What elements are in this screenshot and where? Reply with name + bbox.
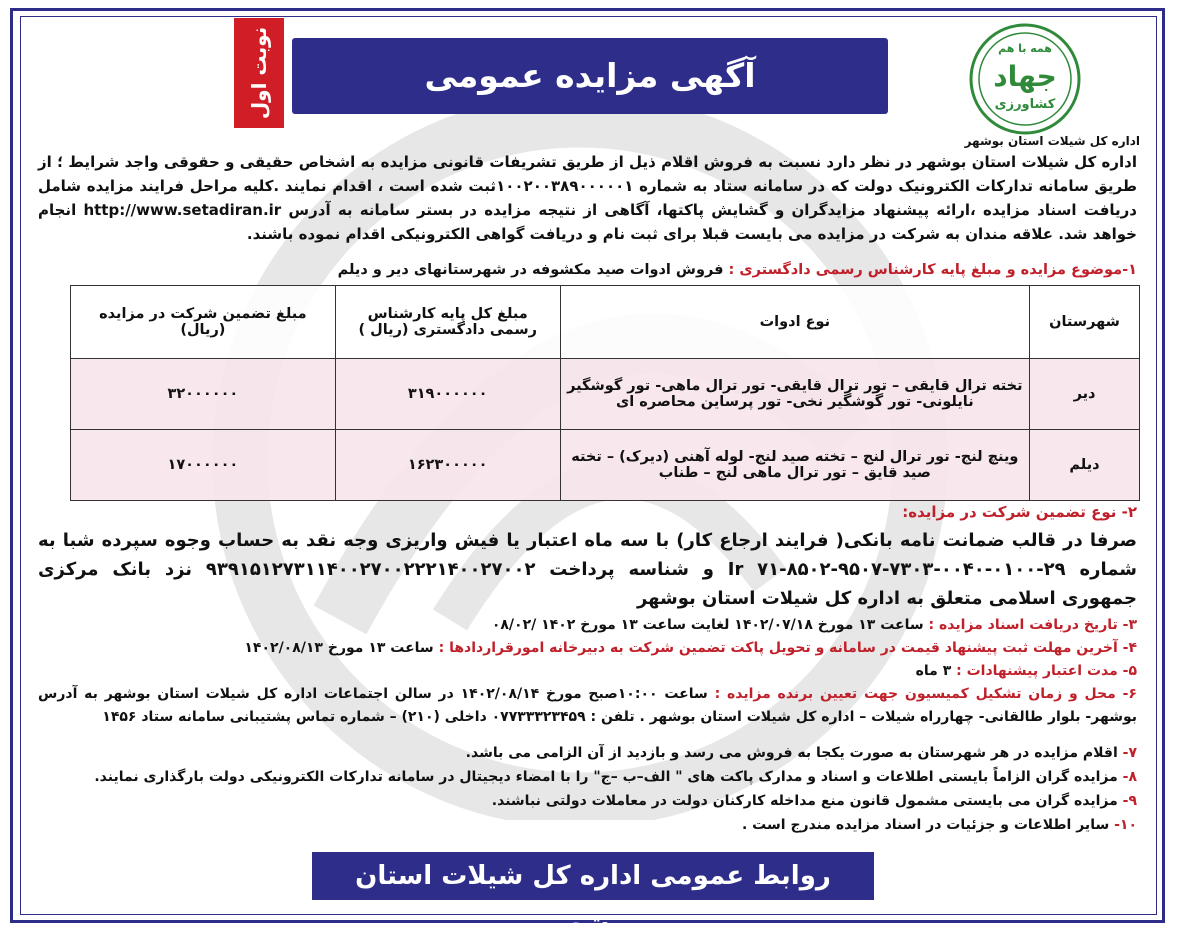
item-text: ساعت ۱۳ مورخ ۱۴۰۲/۰۸/۱۳ [244, 640, 434, 656]
item-sale-terms [38, 742, 1137, 765]
subject-text: فروش ادوات صید مکشوفه در شهرستانهای دیر و دیلم [337, 262, 724, 278]
auction-table [70, 285, 1140, 501]
org-name: اداره کل شیلات استان بوشهر [964, 134, 1140, 148]
table-row [71, 430, 1140, 501]
item-label: ۵- مدت اعتبار پیشنهادات : [956, 663, 1137, 679]
logo-sub-text: کشاورزی [994, 97, 1056, 112]
footer-banner: روابط عمومی اداره کل شیلات استان بوشهر [312, 852, 874, 900]
item-label: ۸- [1122, 769, 1137, 785]
item-text: ۳ ماه [915, 663, 952, 679]
header-base-price: مبلغ کل پایه کارشناس رسمی دادگستری (ریال ) [335, 286, 560, 359]
logo-top-text: همه با هم [998, 42, 1052, 55]
item-text: مزایده گران می بایستی مشمول قانون منع مداخله کارکنان دولت در معاملات دولتی نباشند. [491, 793, 1118, 809]
guarantee-type-body: صرفا در قالب ضمانت نامه بانکی( فرایند ارجاع کار) با سه ماه اعتبار یا فیش واریزی وجه نقد به حساب وجوه سپرده شبا به شماره Ir ۷۱-۸۵۰۲-۹۵۰۷-۷۳۰۳-۰۰۴۰-۰۱۰۰-۲۹ و شناسه پرداخت ۹۳۹۱۵۱۲۷۳۱۱۴۰۰۲۷۰۰۲۲۲۱۴۰۰۲۷۰۰۲ نزد بانک مرکزی جمهوری اسلامی متعلق به اداره کل شیلات استان بوشهر [38, 530, 1137, 609]
cell-base-price: ۱۶۲۳۰۰۰۰۰ [335, 430, 560, 501]
table-row [71, 359, 1140, 430]
cell-guarantee: ۳۲۰۰۰۰۰۰ [71, 359, 336, 430]
badge-label: نوبت اول [247, 26, 271, 120]
logo-main-text: جهاد [993, 60, 1057, 93]
item-text: ساعت ۱۳ مورخ ۱۴۰۲/۰۷/۱۸ لغایت ساعت ۱۳ مورخ ۱۴۰۲ /۰۸/۰۲ [491, 617, 924, 633]
item-label: ۶- محل و زمان تشکیل کمیسیون جهت تعیین برنده مزایده : [714, 686, 1137, 702]
item-text: ساعت ۱۰:۰۰صبح مورخ ۱۴۰۲/۰۸/۱۴ در سالن اجتماعات اداره کل شیلات استان بوشهر به آدرس بوشهر- بلوار طالقانی- چهارراه شیلات – اداره کل شیلات استان بوشهر . تلفن : ۰۷۷۳۳۳۲۳۴۵۹ داخلی (۲۱۰) – شماره تماس پشتیبانی سامانه ستاد ۱۴۵۶ [38, 686, 1137, 725]
item-label: ۹- [1122, 793, 1137, 809]
header-guarantee: مبلغ تضمین شرکت در مزایده (ریال) [71, 286, 336, 359]
cell-city: دیلم [1030, 430, 1140, 501]
jahad-keshavarzi-logo [968, 22, 1082, 136]
subject-label: ۱-موضوع مزایده و مبلغ پایه کارشناس رسمی دادگستری : [728, 262, 1137, 278]
intro-paragraph: اداره کل شیلات استان بوشهر در نظر دارد نسبت به فروش اقلام ذیل از طریق تشریفات قانونی مزایده به اشخاص حقیقی و حقوقی واجد شرایط ؛ از طریق سامانه تدارکات الکترونیک دولت که در سامانه ستاد به شماره ۱۰۰۲۰۰۳۸۹۰۰۰۰۰۱ثبت شده است ، اقدام نمایند .کلیه مراحل فرایند مزایده شامل دریافت اسناد مزایده ،ارائه پیشنهاد مزایدگران و گشایش پاکتها، آگاهی از نتیجه مزایده در بستر سامانه به آدرس http://www.setadiran.ir انجام خواهد شد. علاقه مندان به شرکت در مزایده می بایست قبلا برای ثبت نام و دریافت گواهی الکترونیکی اقدام نموده باشند. [38, 153, 1137, 243]
guarantee-type-title: ۲- نوع تضمین شرکت در مزایده: [902, 503, 1137, 521]
item-validity [38, 660, 1137, 683]
header-equipment: نوع ادوات [560, 286, 1029, 359]
subject-line [38, 258, 1137, 282]
item-upload-docs [38, 766, 1137, 789]
item-label: ۴- آخرین مهلت ثبت پیشنهاد قیمت در سامانه و تحویل پاکت تضمین شرکت به دبیرخانه امورقراردادها : [438, 640, 1137, 656]
cell-guarantee: ۱۷۰۰۰۰۰۰ [71, 430, 336, 501]
table-header-row [71, 286, 1140, 359]
item-document-dates [38, 614, 1137, 637]
page-title: آگهی مزایده عمومی [292, 38, 888, 114]
cell-city: دیر [1030, 359, 1140, 430]
item-commission [38, 683, 1137, 729]
cell-equipment: وینچ لنج- تور ترال لنج – تخته صید لنج- لوله آهنی (دیرک) – تخته صید قایق – تور ترال ماهی لنج – طناب [560, 430, 1029, 501]
first-edition-badge [234, 18, 284, 128]
item-text: اقلام مزایده در هر شهرستان به صورت یکجا به فروش می رسد و بازدید از آن الزامی می باشد. [465, 745, 1118, 761]
header-city: شهرستان [1030, 286, 1140, 359]
item-other-info [38, 814, 1137, 837]
item-label: ۷- [1122, 745, 1137, 761]
item-label: ۳- تاریخ دریافت اسناد مزایده : [928, 617, 1137, 633]
item-eligibility [38, 790, 1137, 813]
item-deadline [38, 637, 1137, 660]
item-text: مزایده گران الزاماً بایستی اطلاعات و اسناد و مدارک پاکت های " الف–ب –ج" را با امضاء دیجیتال در سامانه تدارکات الکترونیکی دولت بارگذاری نمایند. [94, 769, 1118, 785]
item-label: ۱۰- [1114, 817, 1137, 833]
cell-equipment: تخته ترال قایقی – تور ترال قایقی- تور ترال ماهی- تور گوشگیر نایلونی- تور گوشگیر نخی- تور پرساین محاصره ای [560, 359, 1029, 430]
item-text: سایر اطلاعات و جزئیات در اسناد مزایده مندرج است . [741, 817, 1110, 833]
cell-base-price: ۳۱۹۰۰۰۰۰۰ [335, 359, 560, 430]
